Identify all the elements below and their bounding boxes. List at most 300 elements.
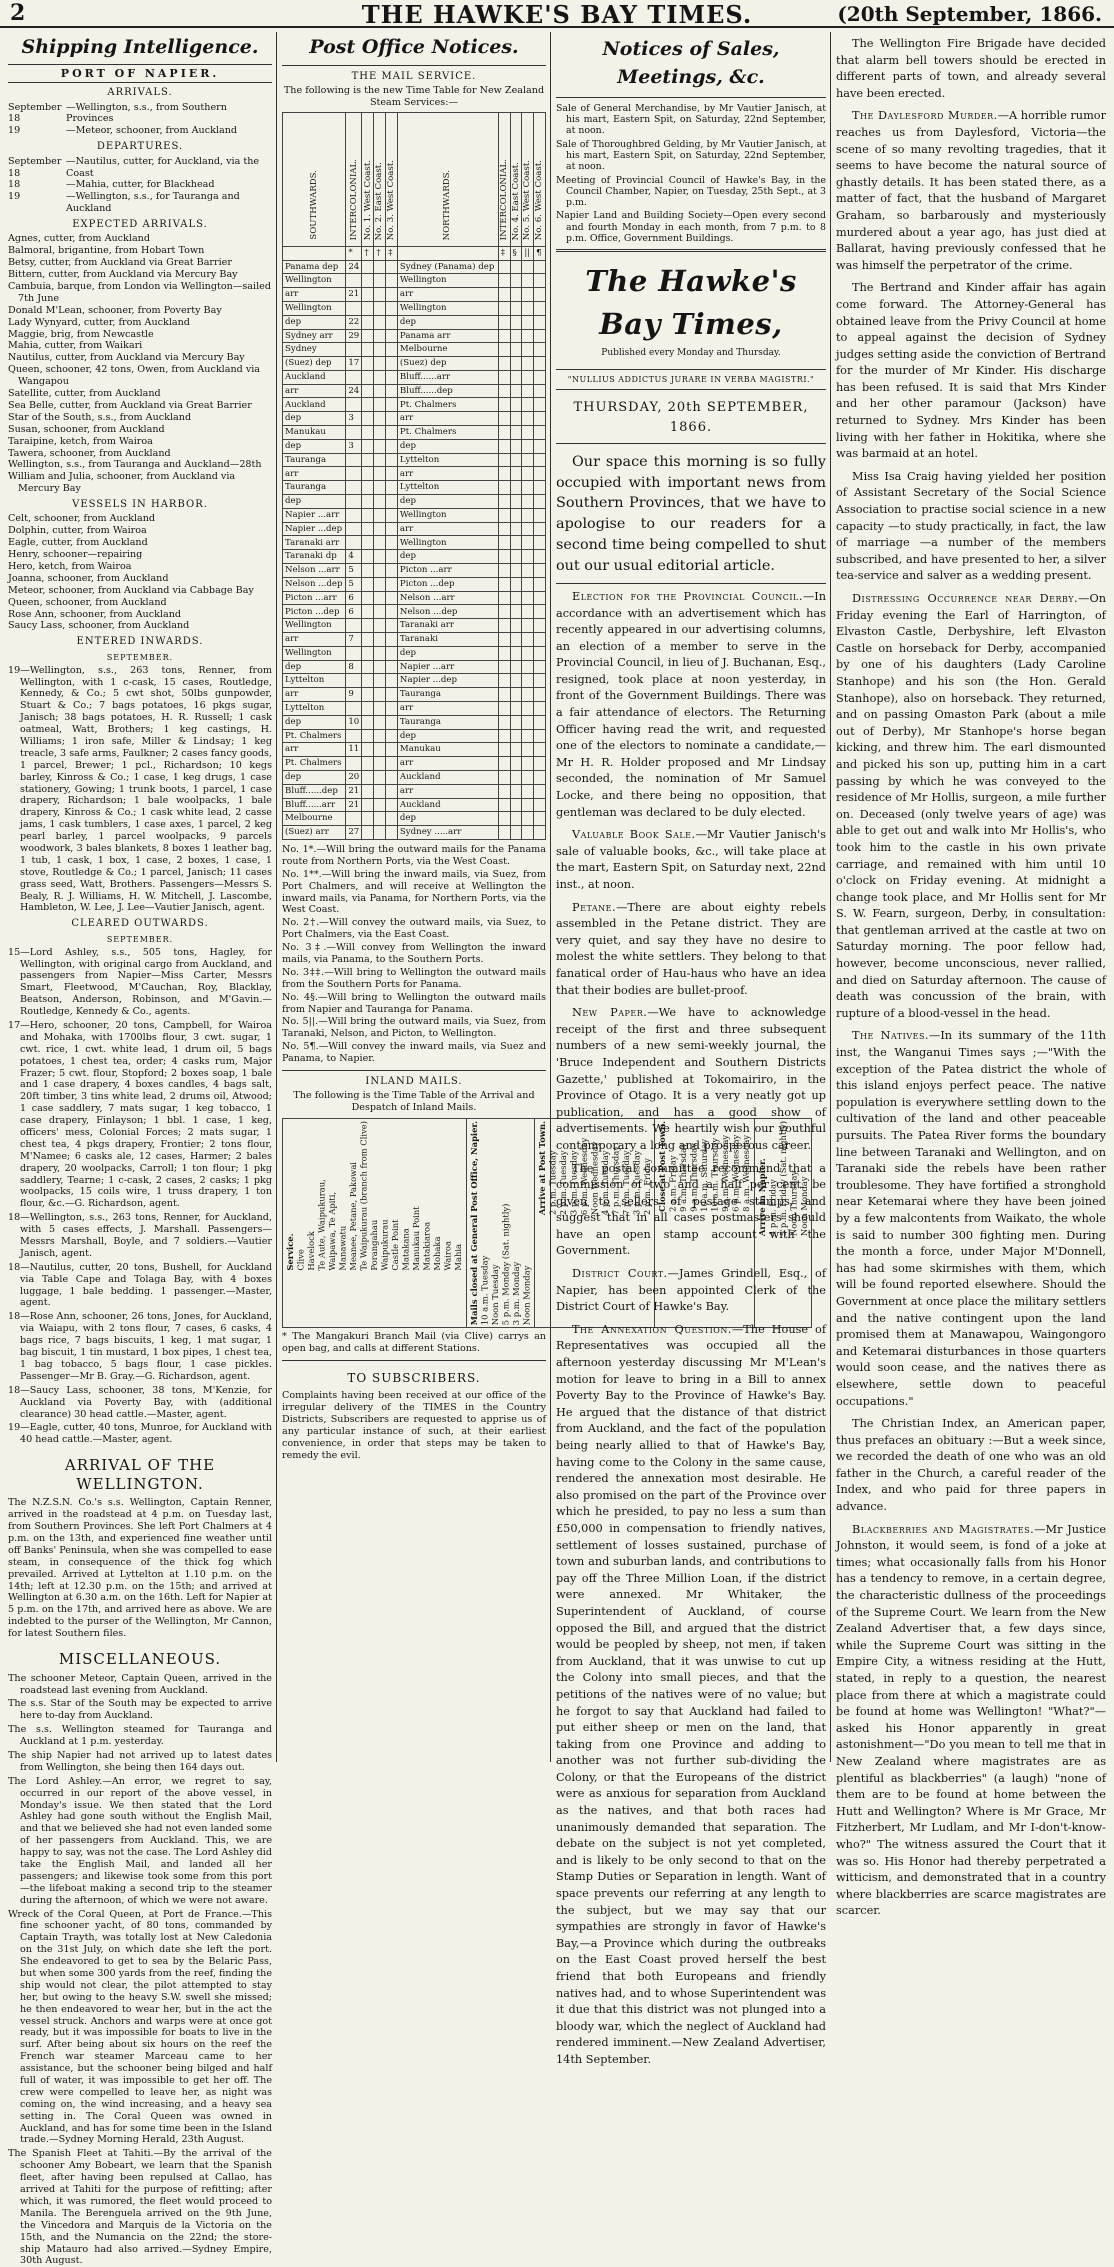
lead-paragraph: Our space this morning is so fully occupied with important news from Southern Provinces, that we have to apologise to our readers for a second time being compelled to shut out our usual editorial article.: [556, 453, 826, 575]
table-cell: [397, 495, 498, 509]
table-cell: [283, 536, 346, 550]
sale-notice: Sale of General Merchandise, by Mr Vautier Janisch, at his mart, Eastern Spit, on Saturday, 22nd September, at noon.: [556, 102, 826, 137]
arrivals-row: [8, 102, 272, 126]
table-cell: [283, 826, 346, 840]
table-cell: [362, 370, 374, 384]
route-header-text: No. 6. West Coast.: [534, 159, 545, 241]
table-row: [283, 426, 546, 440]
table-cell: [362, 329, 374, 343]
table-cell: [362, 481, 374, 495]
entered-list: [8, 665, 272, 915]
south-place: arr: [285, 468, 299, 479]
table-cell: [283, 370, 346, 384]
table-cell: [498, 646, 510, 660]
table-cell: [397, 550, 498, 564]
table-cell: [397, 508, 498, 522]
table-cell: [522, 481, 534, 495]
table-cell: [397, 812, 498, 826]
table-row: [283, 398, 546, 412]
table-cell: [283, 715, 346, 729]
table-cell: [374, 260, 386, 274]
table-row: [283, 743, 546, 757]
table-cell: [522, 550, 534, 564]
table-cell: [534, 439, 546, 453]
article-text: The Wellington Fire Brigade have decided that alarm bell towers should be erected in different parts of town, and already several have been erected.: [836, 37, 1106, 100]
table-cell: [386, 619, 398, 633]
table-cell: [346, 495, 362, 509]
table-cell: [510, 288, 522, 302]
table-cell: [510, 343, 522, 357]
north-place: Manukau: [399, 744, 441, 755]
inland-line: 7 p.m. Tuesday: [620, 1150, 631, 1216]
mail-note: No. 3‡.—Will convey from Wellington the inward mails, via Panama, to the Southern Ports.: [282, 942, 546, 965]
table-cell: [386, 315, 398, 329]
south-day: 3: [348, 413, 354, 424]
table-cell: [346, 702, 362, 716]
table-cell: [534, 729, 546, 743]
table-cell: [397, 453, 498, 467]
table-cell: [283, 646, 346, 660]
table-cell: [534, 536, 546, 550]
harbor-item: Celt, schooner, from Auckland: [8, 513, 156, 525]
table-cell: [534, 757, 546, 771]
north-place: arr: [399, 703, 414, 714]
table-cell: [346, 315, 362, 329]
table-cell: [362, 591, 374, 605]
news-column: [836, 36, 1107, 1918]
inland-line: Meanee, Petane, Pakowai: [348, 1162, 358, 1271]
table-cell: [283, 398, 346, 412]
table-cell: [386, 495, 398, 509]
table-cell: [346, 246, 362, 260]
table-cell: [283, 481, 346, 495]
article-paragraph: [556, 827, 826, 893]
table-cell: [362, 384, 374, 398]
table-cell: [374, 288, 386, 302]
table-cell: [346, 633, 362, 647]
post-office-heading: Post Office Notices.: [309, 36, 519, 58]
mail-note: No. 1*.—Will bring the outward mails for the Panama route from Northern Ports, via the West Coast.: [282, 843, 546, 867]
table-cell: [397, 743, 498, 757]
table-cell: [362, 688, 374, 702]
cleared-month: SEPTEMBER.: [106, 934, 174, 944]
table-cell: [362, 577, 374, 591]
table-cell: [510, 315, 522, 329]
south-place: Taranaki dp: [285, 551, 337, 562]
north-place: arr: [399, 468, 414, 479]
table-cell: [374, 688, 386, 702]
south-place: Wellington: [285, 647, 332, 658]
table-cell: [510, 453, 522, 467]
south-place: Napier ...dep: [285, 523, 343, 534]
harbor-item: Henry, schooner—repairing: [8, 549, 143, 561]
table-cell: [534, 591, 546, 605]
article-heading: District Court.: [572, 1267, 668, 1281]
table-cell: [283, 743, 346, 757]
inland-line: 3 p.m. Monday: [510, 1262, 521, 1326]
table-row: [283, 577, 546, 591]
article-text: —James Grindell, Esq., of Napier, has been appointed Clerk of the District Court of Hawke's Bay.: [556, 1267, 826, 1314]
route-header: [510, 112, 522, 246]
table-cell: [534, 633, 546, 647]
table-cell: [397, 467, 498, 481]
harbor-item: Joanna, schooner, from Auckland: [8, 572, 169, 584]
inland-intro: The following is the Time Table of the Arrival and Despatch of Inland Mails.: [293, 1090, 535, 1114]
misc-list: [8, 1673, 272, 2267]
misc-item: The Lord Ashley.—An error, we regret to say, occurred in our report of the above vessel, in Monday's issue. We then stated that the Lord Ashley had gone south without the English Mail, and that we believed she had not even landed some of her passengers from Auckland. This, we are happy to say, was not the case. The Lord Ashley did take the English Mail, and landed all her passengers; and likewise took some from this port—the lifeboat making a second trip to the steamer during the afternoon, of which we were not aware.: [8, 1775, 272, 1906]
table-row: [283, 784, 546, 798]
table-cell: [510, 301, 522, 315]
table-cell: [522, 246, 534, 260]
entered-month: SEPTEMBER.: [106, 652, 174, 662]
table-row: [283, 260, 546, 274]
table-cell: [362, 536, 374, 550]
north-place: dep: [399, 496, 417, 507]
table-cell: [498, 591, 510, 605]
table-row: [283, 633, 546, 647]
table-cell: [397, 522, 498, 536]
expected-item: Susan, schooner, from Auckland: [8, 423, 165, 435]
table-cell: [498, 481, 510, 495]
south-place: Napier ...arr: [285, 509, 340, 520]
north-place: Panama arr: [399, 330, 451, 341]
table-cell: [374, 674, 386, 688]
inland-line: 7 p.m. Thursday: [610, 1146, 620, 1216]
table-cell: [534, 784, 546, 798]
inland-line: Te Waipukurau (branch from Clive): [358, 1121, 369, 1271]
table-cell: [362, 826, 374, 840]
route-header: [522, 112, 534, 246]
table-cell: [346, 619, 362, 633]
table-cell: [397, 688, 498, 702]
inland-column-head: Close at Post Town.: [657, 1121, 667, 1213]
table-cell: [534, 826, 546, 840]
table-cell: [534, 619, 546, 633]
north-place: Melbourne: [399, 344, 448, 355]
expected-item: Maggie, brig, from Newcastle: [8, 328, 154, 340]
table-cell: [522, 633, 534, 647]
entry-text: —Meteor, schooner, from Auckland: [66, 125, 238, 137]
shipping-column: [8, 36, 272, 2267]
table-cell: [510, 246, 522, 260]
table-cell: [374, 702, 386, 716]
symbol-mark: †: [364, 247, 369, 258]
table-cell: [346, 577, 362, 591]
mail-intro: The following is the new Time Table for New Zealand Steam Services:—: [283, 84, 545, 108]
table-cell: [522, 274, 534, 288]
south-place: dep: [285, 316, 302, 327]
table-cell: [346, 370, 362, 384]
mail-note: No. 2†.—Will convey the outward mails, via Suez, to Port Chalmers, via the East Coast.: [282, 917, 546, 941]
table-cell: [534, 453, 546, 467]
entry-text: —Wellington, s.s., for Tauranga and Auckland: [66, 191, 240, 215]
inland-column: [466, 1119, 534, 1328]
inland-column-head: Mails closed at General Post Office, Napier.: [468, 1121, 479, 1326]
table-cell: [386, 633, 398, 647]
expected-item: Lady Wynyard, cutter, from Auckland: [8, 316, 190, 328]
table-cell: [534, 550, 546, 564]
table-cell: [510, 398, 522, 412]
table-cell: [374, 357, 386, 371]
entry-date: September 18: [8, 101, 62, 125]
table-row: [283, 439, 546, 453]
table-cell: [374, 343, 386, 357]
south-day: 29: [348, 330, 360, 341]
south-place: dep: [285, 440, 302, 451]
news-paragraphs: [836, 36, 1106, 1920]
table-cell: [397, 702, 498, 716]
table-cell: [283, 467, 346, 481]
mail-note: No. 5||.—Will bring the outward mails, via Suez, from Taranaki, Nelson, and Picton, to Wellington.: [282, 1016, 546, 1040]
table-cell: [522, 729, 534, 743]
table-row: [283, 412, 546, 426]
south-day: 11: [348, 744, 360, 755]
table-cell: [346, 771, 362, 785]
southwards-header: [283, 112, 346, 246]
table-cell: [283, 343, 346, 357]
table-cell: [374, 370, 386, 384]
table-cell: [498, 536, 510, 550]
table-cell: [498, 522, 510, 536]
table-row: [283, 508, 546, 522]
table-cell: [510, 536, 522, 550]
table-cell: [346, 536, 362, 550]
symbol-mark: ‡: [388, 247, 393, 258]
table-cell: [346, 288, 362, 302]
inland-line: Matakiaroa: [421, 1222, 432, 1271]
article-text: —In its summary of the 11th inst, the Wanganui Times says ;—"With the exception of the Patea district the whole of this island enjoys perfect peace. The native population is everywhere settling down to the cultivation of the land and other peaceable pursuits. The Patea River forms the boundary line between Taranaki and Wellington, and on Taranaki side the rebels have been rather troublesome. They have fortified a stronghold near Ketemarai where they have been joined by a few malcontents from Waikato, the whole is said to number 300 fighting men. During the month a force, under Major M'Donnell, has had some skirmishes with them, which will be found reported elsewhere. Should the Government at once place the military settlers and the native contingent upon the land promised them at Manawapou, Waingongoro and Ketemarai disturbances in those quarters would soon cease, and the natives there as elsewhere, settle down to peaceful occupations.": [836, 1029, 1106, 1408]
table-cell: [522, 288, 534, 302]
south-day: 21: [348, 289, 360, 300]
article-paragraph: [836, 280, 1106, 463]
inland-line: Noon Thursday: [788, 1171, 798, 1237]
table-cell: [510, 812, 522, 826]
table-cell: [283, 757, 346, 771]
article-text: Miss Isa Craig having yielded her position of Assistant Secretary of the Social Science Association to practise social science in a new capacity —to study practically, in fact, the law of marriage —a number of the members subscribed, and have presented to her, a silver tea-service and salver as a wedding present.: [836, 469, 1106, 583]
table-cell: [386, 481, 398, 495]
table-cell: [283, 633, 346, 647]
harbor-item: Saucy Lass, schooner, from Auckland: [8, 620, 190, 632]
table-cell: [522, 522, 534, 536]
table-cell: [397, 646, 498, 660]
table-cell: [534, 426, 546, 440]
south-place: Bluff......arr: [285, 799, 336, 810]
table-cell: [374, 481, 386, 495]
table-cell: [386, 564, 398, 578]
inland-line: 9 a.m. Thursday: [678, 1143, 688, 1213]
symbol-mark: ‡: [500, 247, 505, 258]
table-cell: [374, 812, 386, 826]
south-place: Pt. Chalmers: [285, 730, 342, 741]
table-cell: [386, 536, 398, 550]
table-cell: [283, 274, 346, 288]
article-paragraph: [836, 469, 1106, 585]
article-text: —Mr Justice Johnston, it would seem, is fond of a joke at times; what occasionally falls from his Honor has a tendency to remove, in a certain degree, the characteristic dullness of the proceedings of the Supreme Court. We learn from the New Zealand Advertiser that, a few days since, while the Supreme Court was sitting in the Empire City, a witness residing at the Hutt, stated, in reply to a question, the nearest place from there at which a magistrate could be found at home was Wellington! "What?"—asked his Honor apparently in great astonishment—"Do you mean to tell me that in New Zealand where magistrates are as plentiful as blackberries" (a laugh) "none of them are to be found at home between the Hutt and Wellington? Where is Mr Grace, Mr Fitzherbert, Mr Ludlam, and Mr I-don't-know-who?" The witness assured the Court that it was so. His Honor had thereby perpetrated a witticism, and demonstrated that in a country where blackberries are scarce magistrates are scarcer.: [836, 1522, 1107, 1918]
symbol-mark: *: [348, 247, 353, 258]
article-heading: Petane.: [572, 900, 617, 914]
table-cell: [498, 453, 510, 467]
table-cell: [498, 412, 510, 426]
table-cell: [386, 398, 398, 412]
entry-date: 19: [8, 191, 21, 203]
south-place: arr: [285, 744, 299, 755]
table-cell: [498, 329, 510, 343]
table-cell: [362, 715, 374, 729]
table-cell: [522, 398, 534, 412]
inland-line: Havelock: [306, 1231, 316, 1271]
table-cell: [283, 564, 346, 578]
table-cell: [346, 798, 362, 812]
north-place: Nelson ...arr: [399, 592, 455, 603]
table-row: [283, 329, 546, 343]
table-cell: [397, 784, 498, 798]
expected-item: Balmoral, brigantine, from Hobart Town: [8, 245, 205, 257]
south-day: 20: [348, 772, 360, 783]
table-cell: [386, 784, 398, 798]
table-cell: [510, 550, 522, 564]
table-cell: [534, 329, 546, 343]
table-cell: [534, 508, 546, 522]
table-cell: [386, 729, 398, 743]
north-place: (Suez) dep: [399, 358, 447, 369]
north-place: dep: [399, 551, 417, 562]
table-cell: [397, 301, 498, 315]
table-cell: [397, 439, 498, 453]
inland-line: Manukau Point: [411, 1206, 421, 1271]
article-paragraph: [556, 1161, 826, 1261]
table-cell: [522, 329, 534, 343]
entered-item: 19—Wellington, s.s., 263 tons, Renner, from Wellington, with 1 c-cask, 15 cases, Routledge, Kennedy, & Co.; 5 cwt shot, 50lbs gunpowder, Stuart & Co.; 7 bags potatoes, 16 pkgs sugar, Janisch; 38 bags potatoes, H. R. Russell; 1 cask oatmeal, Watt, Brothers; 1 keg castings, H. Williams; 1 iron safe, Miller & Lindsay; 1 keg treacle, 3 safe arms, Faulkner; 2 cases fancy goods, 1 parcel, Brewer; 1 pcl., Richardson; 10 kegs barley, Kinross & Co.; 1 case, 1 keg drugs, 1 case stationery, Gowing; 1 trunk boots, 1 parcel, 1 case drapery, Richardson; 1 bale woolpacks, 1 bale drapery, Kinross & Co.; 1 cask white lead, 2 casse jams, 1 cask tumblers, 1 case axes, 1 parcel, 2 keg pearl barley, 1 parcel woolpacks, 9 parcels woodwork, 3 bales blankets, 8 boxes 1 leather bag, 1 tub, 1 cask, 1 box, 1 case, 2 boxes, 1 case, 1 stove, Routledge & Co.; 1 parcel, Janisch; 11 cases grass seed, Watt, Brothers. Passengers—Messrs S. Bealy, R. J. Williams, H. W. Mitchell, J. Lascombe, Hambleton, W. Lee, J. Lee—Vautier Janisch, agent.: [8, 664, 272, 914]
south-place: dep: [285, 661, 302, 672]
expected-item: Tawera, schooner, from Auckland: [8, 447, 171, 459]
table-cell: [386, 274, 398, 288]
table-cell: [522, 812, 534, 826]
table-row: [283, 826, 546, 840]
south-place: arr: [285, 634, 299, 645]
misc-item: The schooner Meteor, Captain Queen, arrived in the roadstead last evening from Auckland.: [8, 1672, 272, 1696]
northwards-header: [397, 112, 498, 246]
table-cell: [510, 508, 522, 522]
south-day: 6: [348, 592, 354, 603]
mail-notes: [282, 844, 546, 1065]
table-cell: [397, 564, 498, 578]
table-cell: [534, 674, 546, 688]
inland-line: 6 p.m. Wednesday: [730, 1134, 741, 1213]
north-place: dep: [399, 813, 417, 824]
table-cell: [283, 315, 346, 329]
table-cell: [522, 674, 534, 688]
expected-item: Cambuia, barque, from London via Wellington—sailed 7th June: [8, 281, 271, 304]
table-cell: [283, 591, 346, 605]
south-place: Nelson ...arr: [285, 565, 340, 576]
table-cell: [397, 771, 498, 785]
table-cell: [386, 674, 398, 688]
northwards-header-text: NORTHWARDS.: [442, 169, 453, 241]
masthead: [0, 0, 1114, 28]
table-cell: [346, 260, 362, 274]
table-row: [283, 274, 546, 288]
south-place: Sydney arr: [285, 330, 333, 341]
table-cell: [498, 564, 510, 578]
table-cell: [522, 260, 534, 274]
inland-line: Te Aute, Waipukurau,: [316, 1179, 327, 1271]
table-cell: [397, 288, 498, 302]
table-cell: [498, 315, 510, 329]
south-place: (Suez) arr: [285, 827, 329, 838]
table-cell: [534, 357, 546, 371]
table-cell: [522, 536, 534, 550]
table-cell: [386, 329, 398, 343]
route-header-text: No. 1. West Coast.: [362, 159, 373, 241]
north-place: Wellington: [399, 537, 447, 548]
misc-item: The s.s. Star of the South may be expected to arrive here to-day from Auckland.: [8, 1698, 272, 1722]
inland-line: 4 p.m. Friday: [767, 1179, 777, 1237]
table-cell: [522, 439, 534, 453]
table-cell: [510, 577, 522, 591]
table-cell: [510, 260, 522, 274]
south-place: Wellington: [285, 620, 332, 631]
table-cell: [386, 771, 398, 785]
table-cell: [283, 577, 346, 591]
table-cell: [374, 715, 386, 729]
article-text: —The House of Representatives was occupied all the afternoon yesterday discussing Mr M'Lean's motion for leave to bring in a Bill to annex Poverty Bay to the Province of Hawke's Bay. He argued that the distance of that district from Auckland, and the fact of the population being nearly allied to that of Hawke's Bay, having come to the Colony in the same cause, rendered the annexation most desirable. He also promised on the part of the Province over which he presided, to pay no less a sum than £50,000 in compensation to friendly natives, settlement of losses sustained, purchase of town and suburban lands, and contributions to pay off the Three Million Loan, if the district were annexed. Mr Whitaker, the Superintendent of Auckland, of course opposed the Bill, and argued that the district would be peopled by sheep, not men, if taken from Auckland, that it was unwise to cut up the Colony into small pieces, and that the petitions of the natives were of no value; but he forgot to say that Auckland had failed to put either sheep or men on the land, that taking from one Province and adding to another was not further sub-dividing the Colony, or that the Europeans of the district were as anxious for separation from Auckland as the natives, and that both races had unanimously demanded that separation. The debate on the subject is not yet completed, and is likely to be only second to that on the Stamp Duties or Separation in length. Want of space prevents our referring at any length to the subject, but we may say that our sympathies are strongly in favor of Hawke's Bay,—a Province which during the outbreaks on the East Coast proved herself the best friend that both Europeans and friendly natives had, and to whose Superintendent was it due that this district was not plunged into a bloody war, which the neglect of Auckland had rendered imminent.—New Zealand Advertiser, 14th September.: [556, 1322, 826, 2066]
table-cell: [386, 357, 398, 371]
table-cell: [397, 798, 498, 812]
table-cell: [498, 757, 510, 771]
table-cell: [522, 784, 534, 798]
table-cell: [510, 495, 522, 509]
table-cell: [522, 577, 534, 591]
table-row: [283, 619, 546, 633]
table-cell: [534, 688, 546, 702]
north-place: arr: [399, 758, 414, 769]
table-cell: [498, 633, 510, 647]
table-cell: [283, 260, 346, 274]
table-cell: [498, 495, 510, 509]
inland-line: Manawatu: [337, 1225, 348, 1271]
table-cell: [374, 757, 386, 771]
table-cell: [510, 384, 522, 398]
south-day: 27: [348, 827, 360, 838]
table-cell: [386, 743, 398, 757]
table-cell: [386, 812, 398, 826]
table-cell: [522, 771, 534, 785]
table-cell: [522, 743, 534, 757]
south-place: arr: [285, 385, 299, 396]
table-cell: [522, 357, 534, 371]
intercolonial-header-text: INTERCOLONIAL.: [348, 158, 359, 241]
south-place: (Suez) dep: [285, 358, 332, 369]
table-cell: [362, 260, 374, 274]
table-cell: [534, 315, 546, 329]
table-cell: [498, 301, 510, 315]
table-cell: [374, 605, 386, 619]
mail-note: No. 5¶.—Will convey the inward mails, via Suez and Panama, to Napier.: [282, 1041, 546, 1065]
port-heading: PORT OF NAPIER.: [8, 64, 272, 84]
table-cell: [534, 646, 546, 660]
south-day: 24: [348, 385, 360, 396]
inland-column-content: [469, 1121, 532, 1325]
table-cell: [522, 564, 534, 578]
article-paragraph: [836, 591, 1106, 1022]
table-cell: [397, 591, 498, 605]
table-cell: [534, 564, 546, 578]
table-cell: [362, 757, 374, 771]
table-cell: [386, 522, 398, 536]
cleared-item: 15—Lord Ashley, s.s., 505 tons, Hagley, for Wellington, with original cargo from Auckland, and passengers from Napier—Miss Carter, Messrs Smart, Fleetwood, M'Cauchan, Roy, Blacklay, Beatson, Anderson, Robinson, and M'Gavin.—Routledge, Kennedy & Co., agents.: [8, 946, 272, 1018]
table-cell: [510, 619, 522, 633]
article-paragraph: [836, 1522, 1106, 1920]
